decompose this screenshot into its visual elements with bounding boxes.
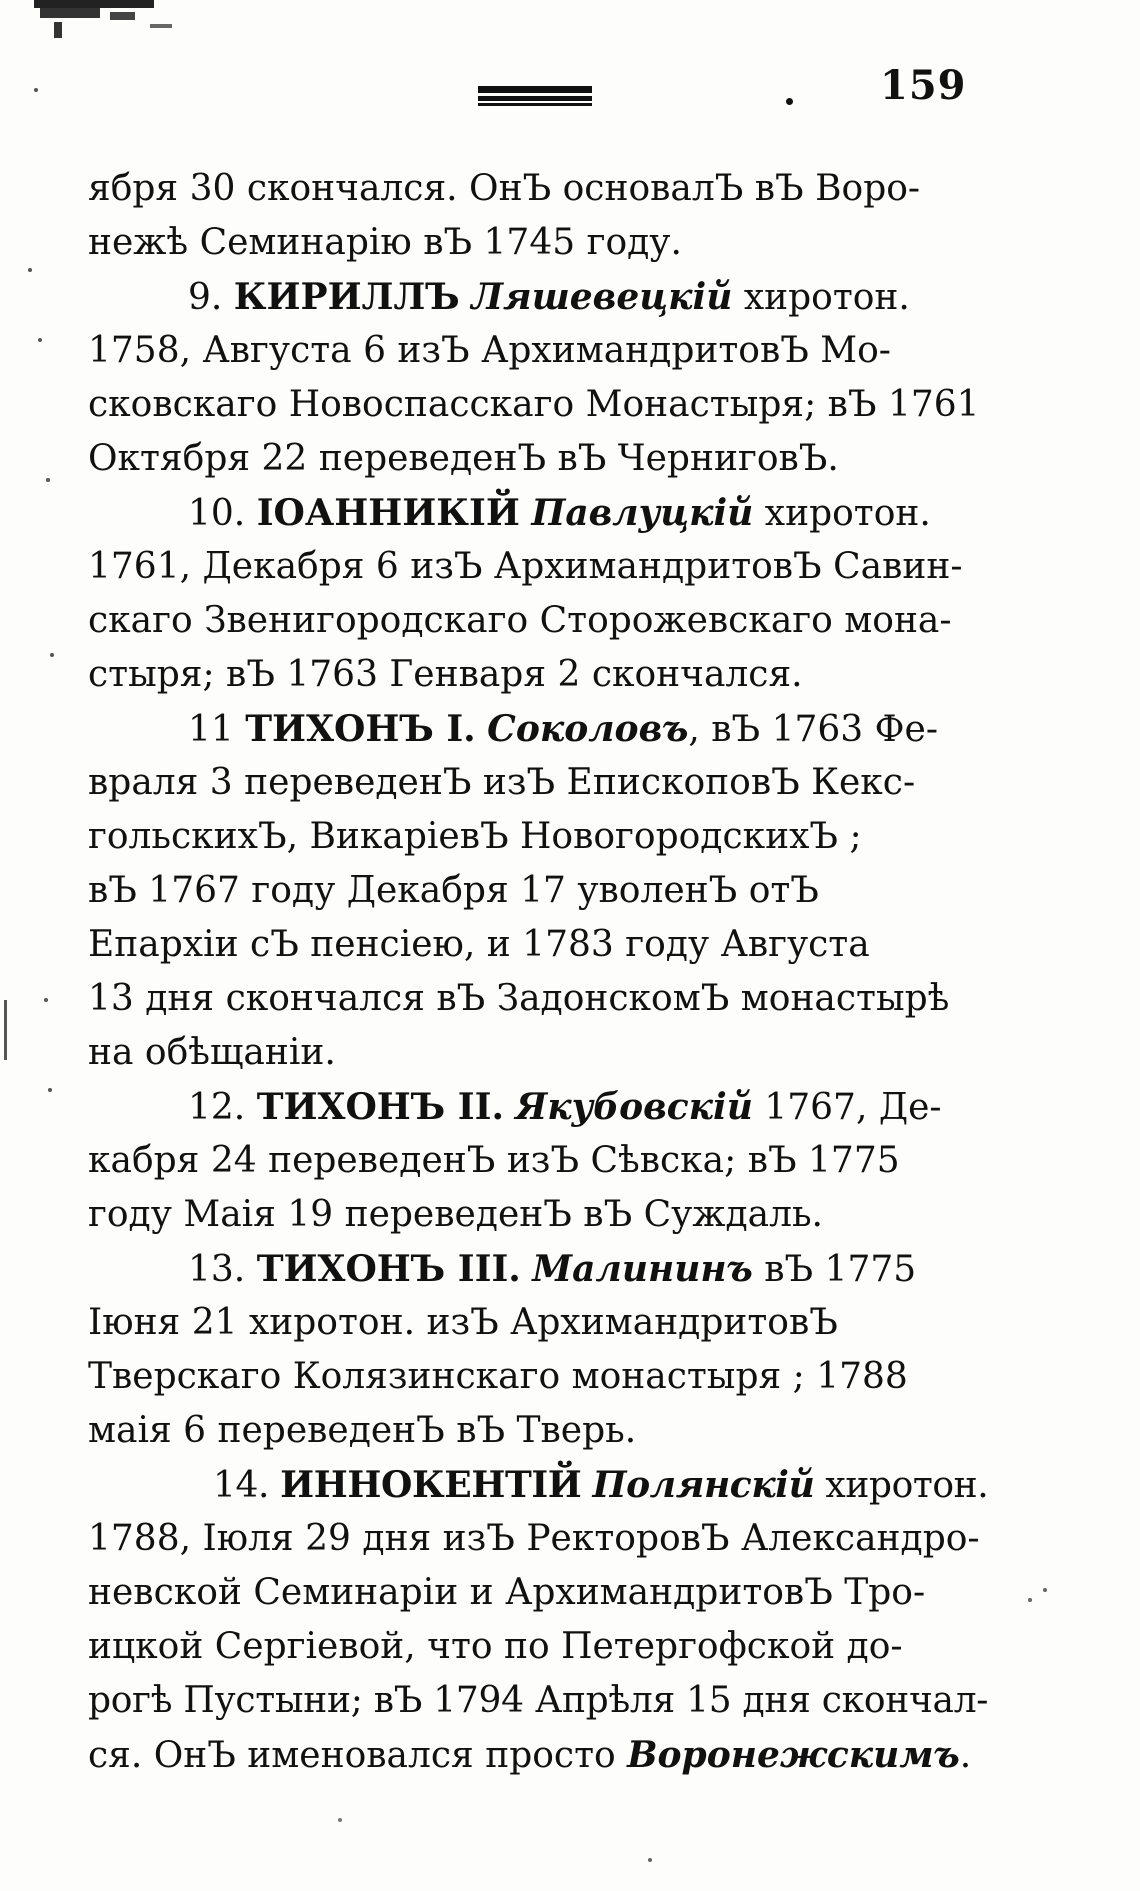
bishop-surname: Якубовскій (515, 1086, 753, 1128)
text-line: Октября 22 переведенЪ вЪ ЧерниговЪ. (88, 438, 839, 479)
text-line: невской Семинаріи и АрхимандритовЪ Тро- (88, 1572, 926, 1613)
text-line: рогѣ Пустыни; вЪ 1794 Апрѣля 15 дня скончал- (88, 1680, 989, 1721)
text-line: 13 дня скончался вЪ ЗадонскомЪ монастырѣ (88, 978, 950, 1019)
entry-heading-11: 11 ТИХОНЪ I. Соколовъ, вЪ 1763 Фе- (188, 708, 938, 750)
entry-heading-12: 12. ТИХОНЪ II. Якубовскій 1767, Де- (188, 1086, 942, 1128)
text-line: 1758, Августа 6 изЪ АрхимандритовЪ Мо- (88, 330, 891, 371)
text-line: нежѣ Семинарію вЪ 1745 году. (88, 222, 682, 263)
text-line: враля 3 переведенЪ изЪ ЕпископовЪ Кекс- (88, 762, 916, 803)
text-line: вЪ 1767 году Декабря 17 уволенЪ отЪ (88, 870, 819, 911)
bishop-surname: Полянскій (592, 1464, 815, 1506)
bishop-name: ТИХОНЪ I. (245, 708, 476, 750)
bishop-name: КИРИЛЛЪ (233, 276, 460, 318)
text-line: на обѣщаніи. (88, 1032, 336, 1073)
bishop-name: ТИХОНЪ III. (256, 1248, 521, 1290)
text-line: 1788, Іюля 29 дня изЪ РекторовЪ Александро- (88, 1518, 980, 1559)
bishop-name: ІОАННИКІЙ (256, 492, 520, 534)
bishop-surname: Воронежскимъ (627, 1734, 960, 1776)
text-line: ицкой Сергіевой, что по Петергофской до- (88, 1626, 903, 1667)
entry-heading-13: 13. ТИХОНЪ III. Малининъ вЪ 1775 (188, 1248, 917, 1290)
bishop-surname: Малининъ (532, 1248, 753, 1290)
text-line: году Маія 19 переведенЪ вЪ Суждаль. (88, 1194, 823, 1235)
text-line: стыря; вЪ 1763 Генваря 2 скончался. (88, 654, 803, 695)
text-line: маія 6 переведенЪ вЪ Тверь. (88, 1410, 637, 1451)
text-line-last: ся. ОнЪ именовался просто Воронежскимъ. (88, 1734, 972, 1776)
text-line: Тверскаго Колязинскаго монастыря ; 1788 (88, 1356, 908, 1397)
text-line: 1761, Декабря 6 изЪ АрхимандритовЪ Савин- (88, 546, 963, 587)
body-text (88, 162, 988, 1782)
bishop-surname: Павлуцкій (531, 492, 754, 534)
entry-heading-9: 9. КИРИЛЛЪ Ляшевецкій хиротон. (188, 276, 910, 318)
bishop-surname: Соколовъ (487, 708, 689, 750)
text-line: гольскихЪ, ВикаріевЪ НовогородскихЪ ; (88, 816, 862, 857)
bishop-name: ТИХОНЪ II. (256, 1086, 504, 1128)
text-line: кабря 24 переведенЪ изЪ Сѣвска; вЪ 1775 (88, 1140, 900, 1181)
header-ornament (478, 86, 592, 108)
text-line: сковскаго Новоспасскаго Монастыря; вЪ 1761 (88, 384, 980, 425)
text-line: ября 30 скончался. ОнЪ основалЪ вЪ Воро- (88, 168, 921, 209)
page-number: 159 (880, 62, 967, 109)
bishop-surname: Ляшевецкій (471, 276, 733, 318)
entry-heading-14: 14. ИННОКЕНТІЙ Полянскій хиротон. (213, 1464, 989, 1506)
text-line: Іюня 21 хиротон. изЪ АрхимандритовЪ (88, 1302, 838, 1343)
entry-heading-10: 10. ІОАННИКІЙ Павлуцкій хиротон. (188, 492, 931, 534)
text-line: Епархіи сЪ пенсіею, и 1783 году Августа (88, 924, 870, 965)
text-line: скаго Звенигородскаго Сторожевскаго мона- (88, 600, 952, 641)
header-dot (786, 98, 793, 105)
bishop-name: ИННОКЕНТІЙ (280, 1464, 582, 1506)
